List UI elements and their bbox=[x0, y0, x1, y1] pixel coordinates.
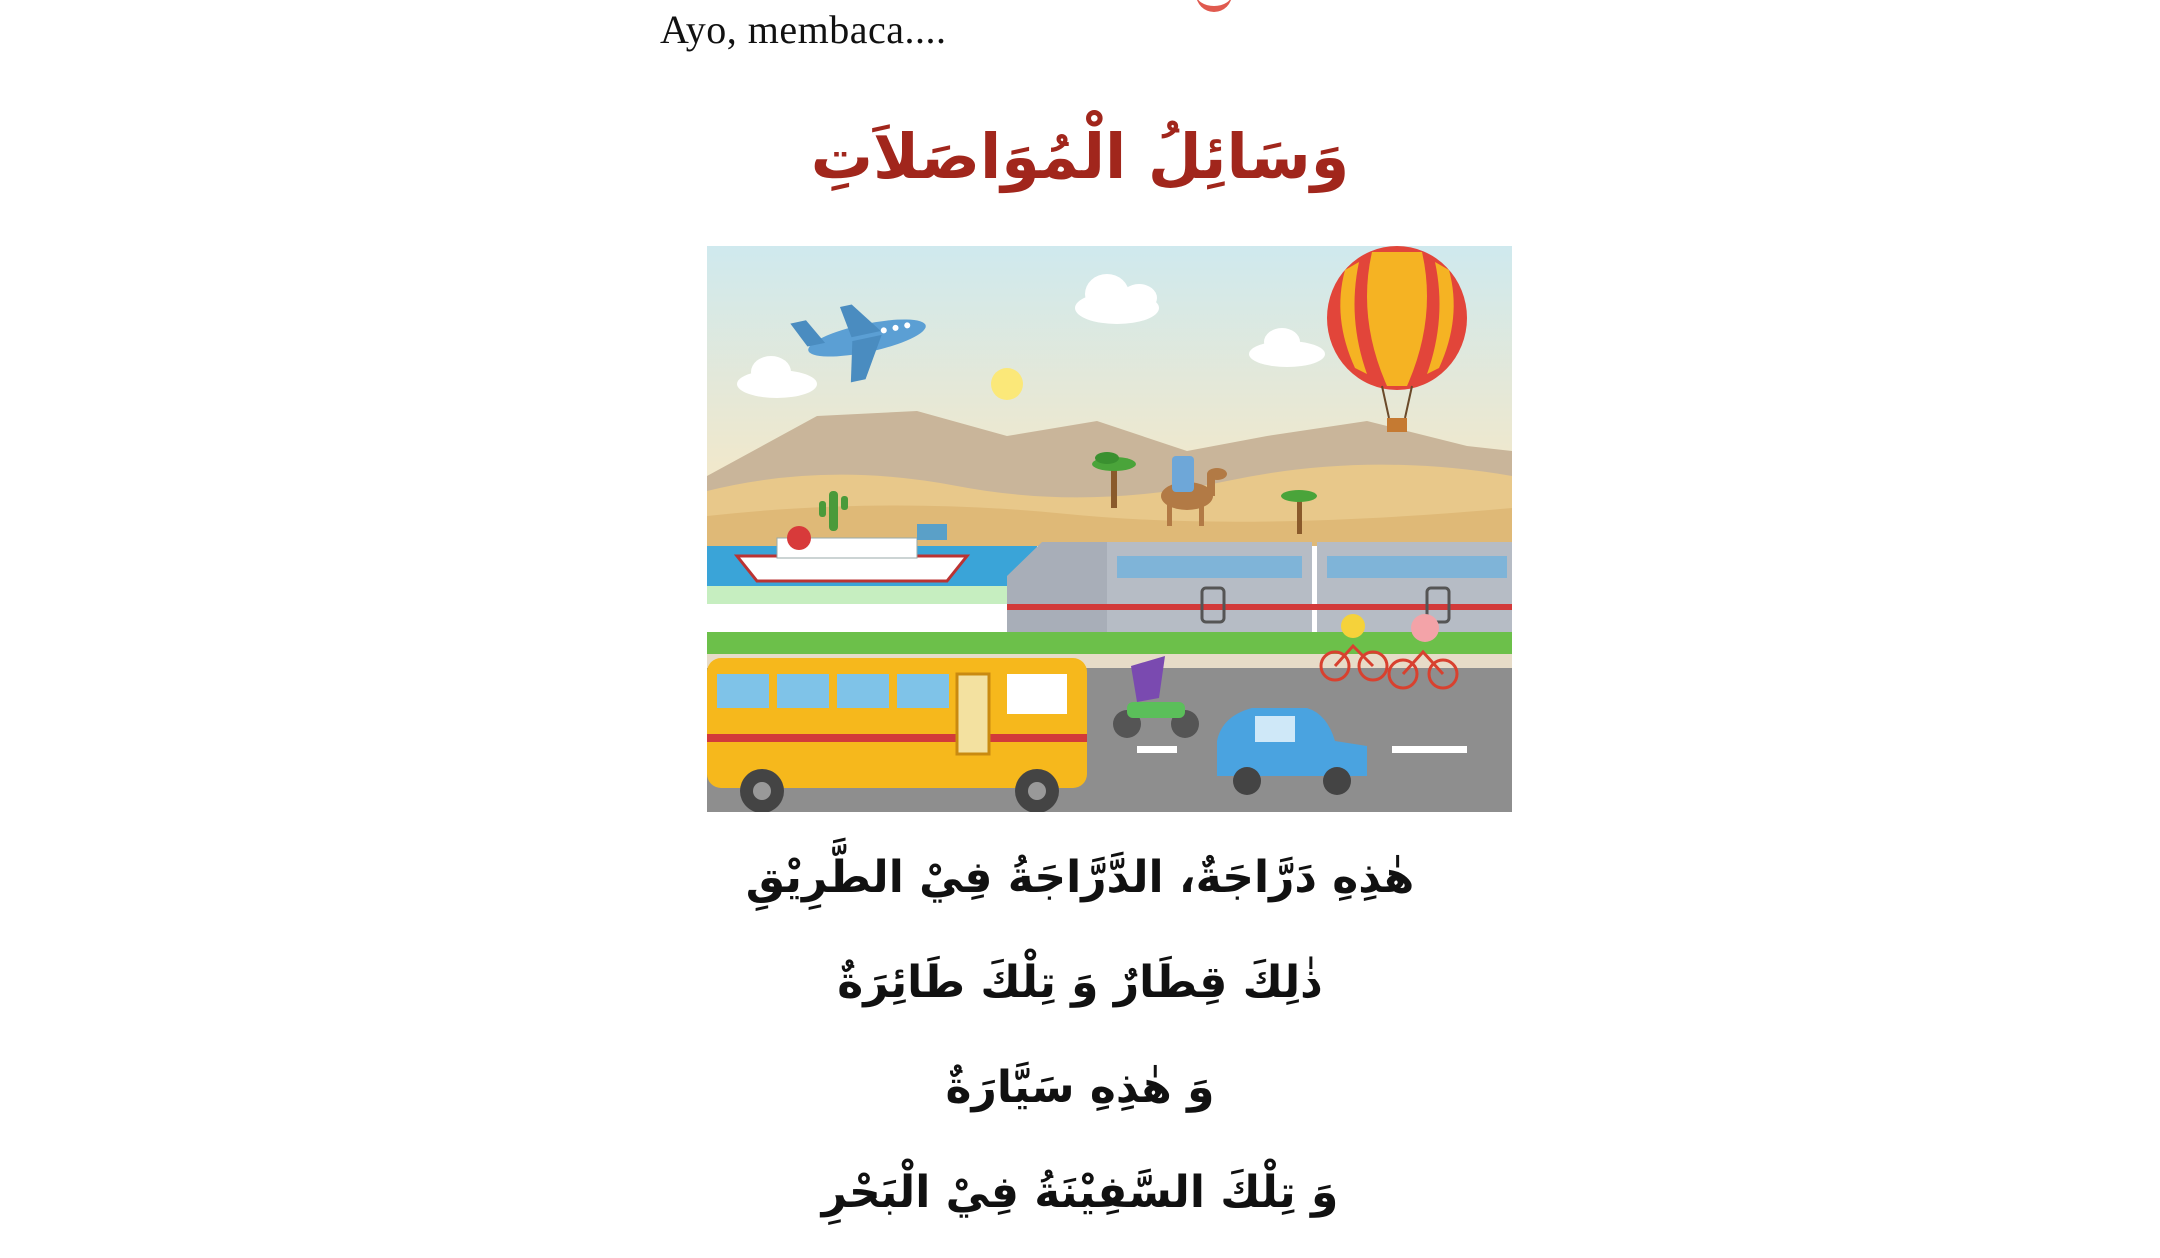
sun-icon bbox=[991, 368, 1023, 400]
reading-line-4: وَ تِلْكَ السَّفِيْنَةُ فِيْ الْبَحْرِ bbox=[821, 1167, 1339, 1218]
transport-scene-svg bbox=[707, 246, 1512, 812]
grass bbox=[707, 632, 1512, 654]
transport-illustration bbox=[707, 246, 1512, 812]
decorative-red-arc bbox=[1196, 0, 1232, 12]
page-title: وَسَائِلُ الْمُوَاصَلاَتِ bbox=[810, 120, 1350, 193]
reading-line-2: ذٰلِكَ قِطَارٌ وَ تِلْكَ طَائِرَةٌ bbox=[837, 957, 1323, 1008]
train-icon bbox=[1007, 542, 1512, 632]
intro-text: Ayo, membaca.... bbox=[660, 7, 947, 52]
reading-line-3: وَ هٰذِهِ سَيَّارَةٌ bbox=[945, 1062, 1215, 1113]
reading-line-1: هٰذِهِ دَرَّاجَةٌ، الدَّرَّاجَةُ فِيْ الطَّرِيْقِ bbox=[745, 852, 1415, 903]
reading-text bbox=[0, 838, 2160, 1258]
